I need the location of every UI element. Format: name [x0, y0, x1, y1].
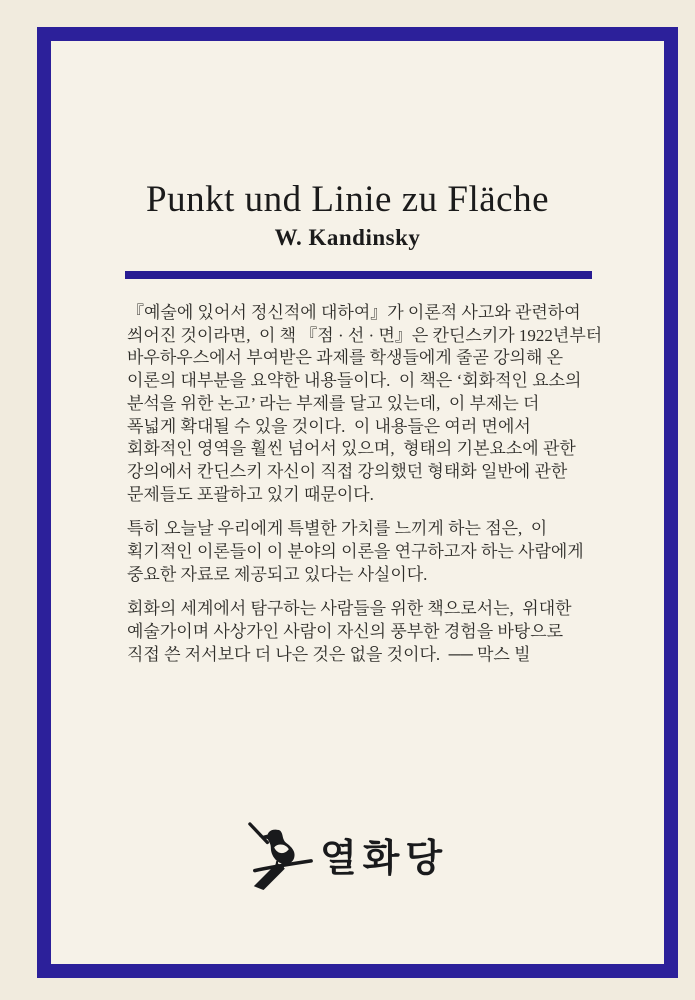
- blurb-line: 예술가이며 사상가인 사람이 자신의 풍부한 경험을 바탕으로: [127, 622, 564, 642]
- blurb-line: 특히 오늘날 우리에게 특별한 가치를 느끼게 하는 점은, 이: [127, 519, 548, 539]
- book-title: Punkt und Linie zu Fläche: [146, 179, 549, 220]
- publisher-logo: [53, 818, 642, 898]
- blurb-paragraph: [127, 302, 647, 506]
- blurb-paragraph: [127, 518, 647, 586]
- blurb-line: 직접 쓴 저서보다 더 나은 것은 없을 것이다. ── 막스 빌: [127, 644, 531, 664]
- blurb-line: 씌어진 것이라면, 이 책 『점 · 선 · 면』은 칸딘스키가 1922년부터: [127, 325, 603, 345]
- publisher-name: 열화당: [319, 837, 449, 880]
- blurb-line: 문제들도 포괄하고 있기 때문이다.: [127, 484, 374, 504]
- blurb-line: 획기적인 이론들이 이 분야의 이론을 연구하고자 하는 사람에게: [127, 542, 584, 562]
- blurb-line: 『예술에 있어서 정신적에 대하여』가 이론적 사고와 관련하여: [127, 303, 581, 322]
- blurb-line: 폭넓게 확대될 수 있을 것이다. 이 내용들은 여러 면에서: [127, 416, 531, 436]
- blurb-line: 강의에서 칸딘스키 자신이 직접 강의했던 형태화 일반에 관한: [127, 461, 568, 481]
- blurb-line: 회화의 세계에서 탐구하는 사람들을 위한 책으로서는, 위대한: [127, 599, 572, 619]
- blurb-text: [127, 302, 647, 679]
- blurb-line: 이론의 대부분을 요약한 내용들이다. 이 책은 ‘회화적인 요소의: [127, 371, 582, 391]
- blurb-line: 회화적인 영역을 훨씬 넘어서 있으며, 형태의 기본요소에 관한: [127, 439, 576, 459]
- blurb-paragraph: [127, 598, 647, 666]
- magpie-on-branch-icon: [247, 821, 315, 895]
- blurb-line: 분석을 위한 논고’ 라는 부제를 달고 있는데, 이 부제는 더: [127, 393, 540, 413]
- title-divider-rule: [125, 271, 592, 279]
- book-author: W. Kandinsky: [274, 225, 421, 250]
- blurb-line: 바우하우스에서 부여받은 과제를 학생들에게 줄곧 강의해 온: [127, 348, 564, 368]
- blurb-line: 중요한 자료로 제공되고 있다는 사실이다.: [127, 564, 428, 584]
